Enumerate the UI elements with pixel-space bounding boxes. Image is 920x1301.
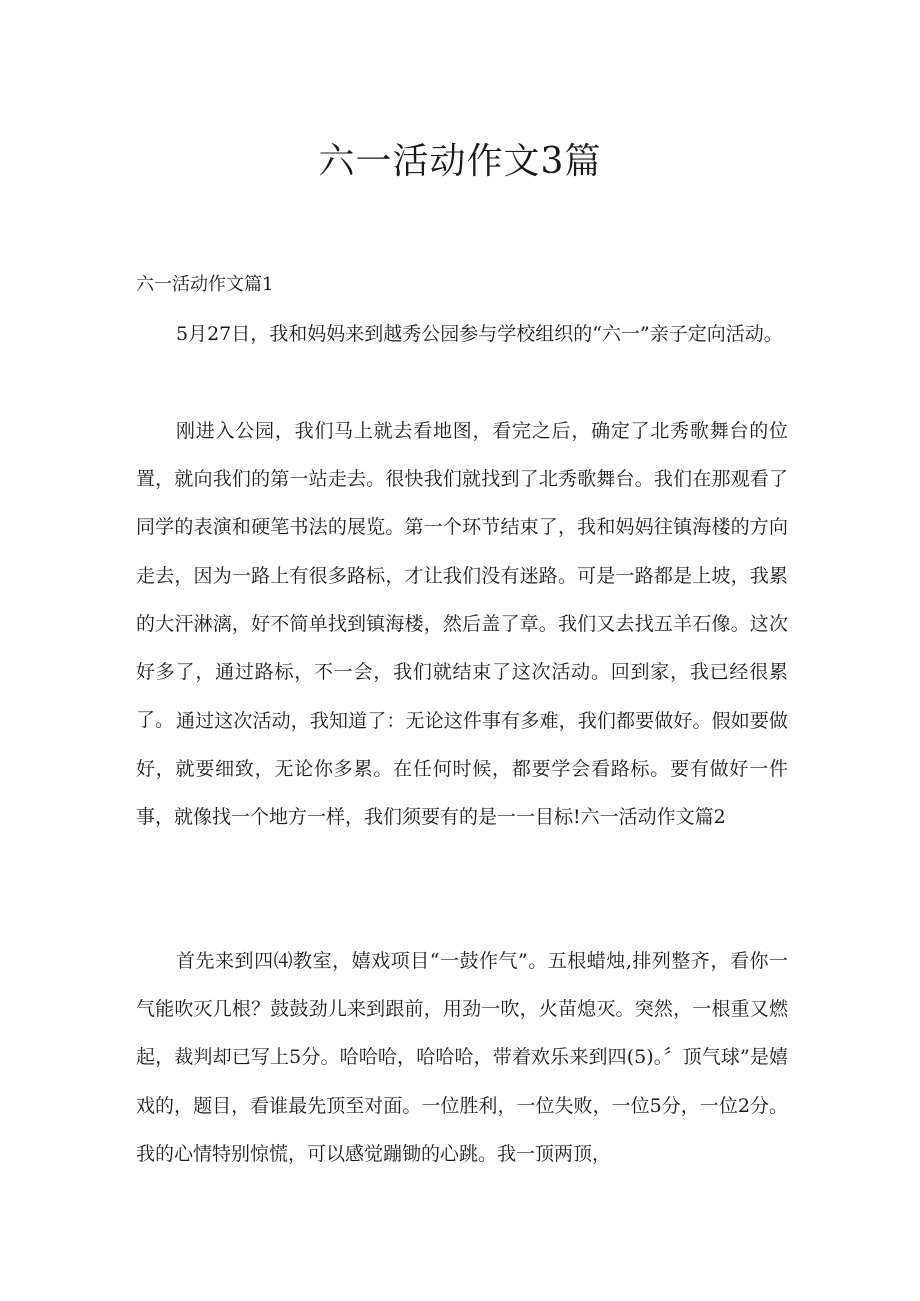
- paragraph-2: 刚进入公园，我们马上就去看地图，看完之后，确定了北秀歌舞台的位置，就向我们的第一站走去。很快我们就找到了北秀歌舞台。我们在那观看了同学的表演和硬笔书法的展览。第一个环节结束了，我和妈妈往镇海楼的方向走去，因为一路上有很多路标，才让我们没有迷路。可是一路都是上坡，我累的大汗淋漓，好不简单找到镇海楼，然后盖了章。我们又去找五羊石像。这次好多了，通过路标，不一会，我们就结束了这次活动。回到家，我已经很累了。: [136, 420, 788, 732]
- paragraph-3: 通过这次活动，我知道了：无论这件事有多难，我们都要做好。假如要做好，就要细致，无论你多累。在任何时候，都要学会看路标。要有做好一件事，就像找一个地方一样，我们须要有的是一一目标!六一活动作文篇2: [136, 710, 788, 829]
- paragraph-4: 首先来到四⑷教室，嬉戏项目“一鼓作气”。五根蜡烛,排列整齐，看你一气能吹灭几根？鼓鼓劲儿来到跟前，用劲一吹，火苗熄灭。突然，一根重又燃起，裁判却已写上5分。哈哈哈，哈哈哈，带着欢乐来到四(5)。〞顶气球”是嬉戏的，题目，看谁最先顶至对面。一位胜利，一位失败，一位5分，一位2分。我的心情特别惊慌，可以感觉蹦锄的心跳。我一顶两顶，: [136, 950, 788, 1165]
- document-title: 六一活动作文3篇: [318, 141, 602, 182]
- paragraph-1: 5月27日，我和妈妈来到越秀公园参与学校组织的“六一”亲子定向活动。: [176, 323, 783, 345]
- section-heading-1: 六一活动作文篇1: [136, 274, 274, 295]
